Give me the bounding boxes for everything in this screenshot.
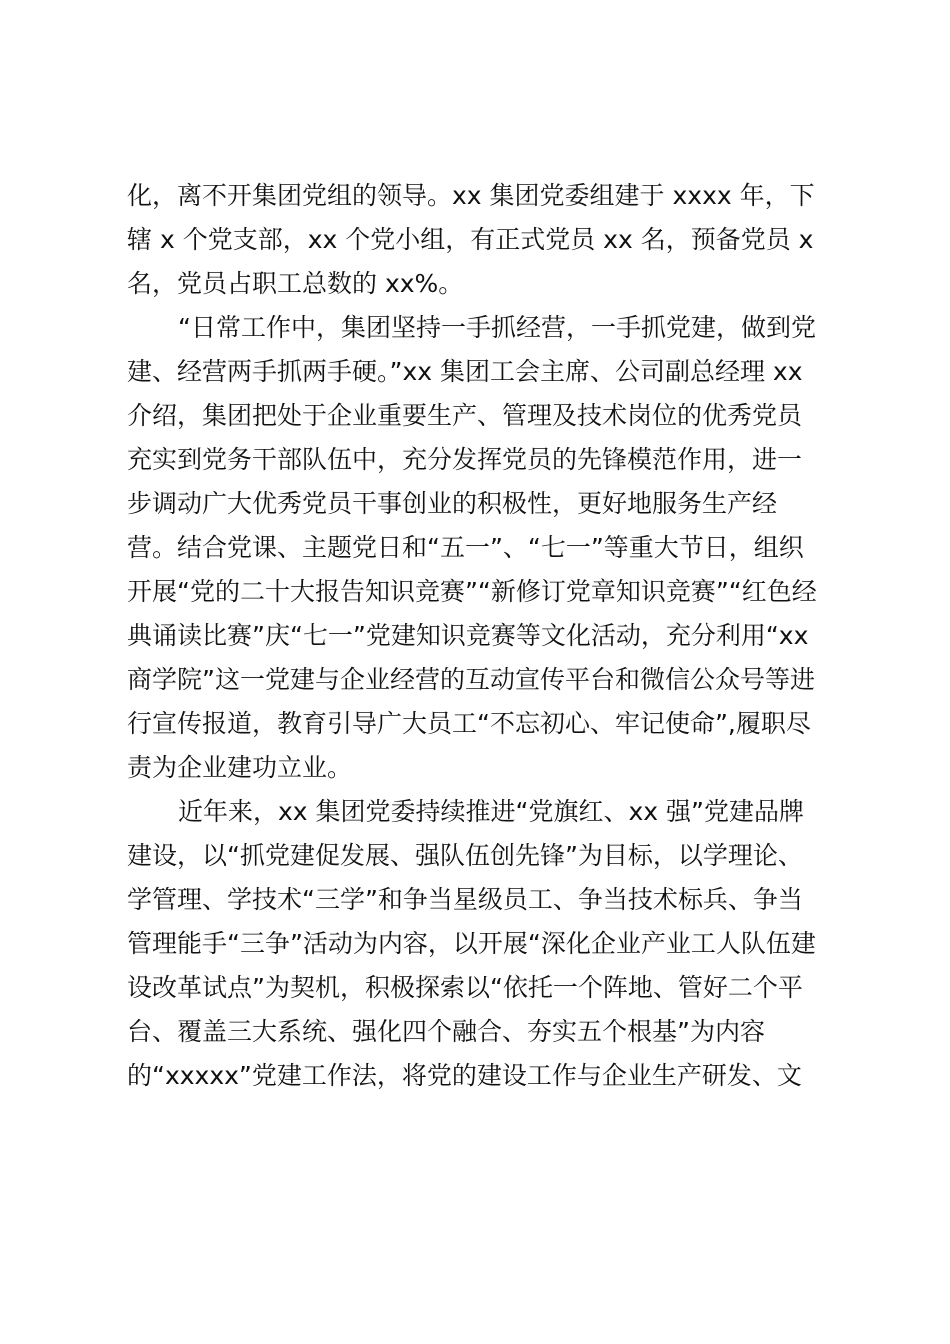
paragraph-3 bbox=[127, 790, 837, 1098]
text-line: 化，离不开集团党组的领导。xx 集团党委组建于 xxxx 年，下 bbox=[127, 181, 815, 210]
text-line: 设改革试点”为契机，积极探索以“依托一个阵地、管好二个平 bbox=[127, 973, 803, 1002]
text-line: 商学院”这一党建与企业经营的互动宣传平台和微信公众号等进 bbox=[127, 665, 815, 694]
text-line: 开展“党的二十大报告知识竞赛”“新修订党章知识竞赛”“红色经 bbox=[127, 577, 817, 606]
text-line: 建设，以“抓党建促发展、强队伍创先锋”为目标，以学理论、 bbox=[127, 841, 803, 870]
text-line: 台、覆盖三大系统、强化四个融合、夯实五个根基”为内容 bbox=[127, 1017, 765, 1046]
text-line: 步调动广大优秀党员干事创业的积极性，更好地服务生产经 bbox=[127, 489, 778, 518]
text-line: 充实到党务干部队伍中，充分发挥党员的先锋模范作用，进一 bbox=[127, 445, 803, 474]
text-line: 学管理、学技术“三学”和争当星级员工、争当技术标兵、争当 bbox=[127, 885, 803, 914]
paragraph-1 bbox=[127, 174, 837, 306]
text-line: 典诵读比赛”庆“七一”党建知识竞赛等文化活动，充分利用“xx bbox=[127, 621, 809, 650]
text-line: 责为企业建功立业。 bbox=[127, 753, 353, 782]
text-line: 管理能手“三争”活动为内容，以开展“深化企业产业工人队伍建 bbox=[127, 929, 816, 958]
text-line: 近年来，xx 集团党委持续推进“党旗红、xx 强”党建品牌 bbox=[178, 797, 804, 826]
text-line: 营。结合党课、主题党日和“五一”、“七一”等重大节日，组织 bbox=[127, 533, 804, 562]
document-body bbox=[127, 174, 837, 1098]
text-line: 介绍，集团把处于企业重要生产、管理及技术岗位的优秀党员 bbox=[127, 401, 803, 430]
text-line: 辖 x 个党支部，xx 个党小组，有正式党员 xx 名，预备党员 x bbox=[127, 225, 814, 254]
text-line: 名，党员占职工总数的 xx%。 bbox=[127, 269, 464, 298]
text-line: “日常工作中，集团坚持一手抓经营，一手抓党建，做到党 bbox=[178, 313, 816, 342]
text-line: 建、经营两手抓两手硬。”xx 集团工会主席、公司副总经理 xx bbox=[127, 357, 803, 386]
text-line: 行宣传报道，教育引导广大员工“不忘初心、牢记使命”,履职尽 bbox=[127, 709, 811, 738]
paragraph-2 bbox=[127, 306, 837, 790]
text-line: 的“xxxxx”党建工作法，将党的建设工作与企业生产研发、文 bbox=[127, 1061, 802, 1090]
